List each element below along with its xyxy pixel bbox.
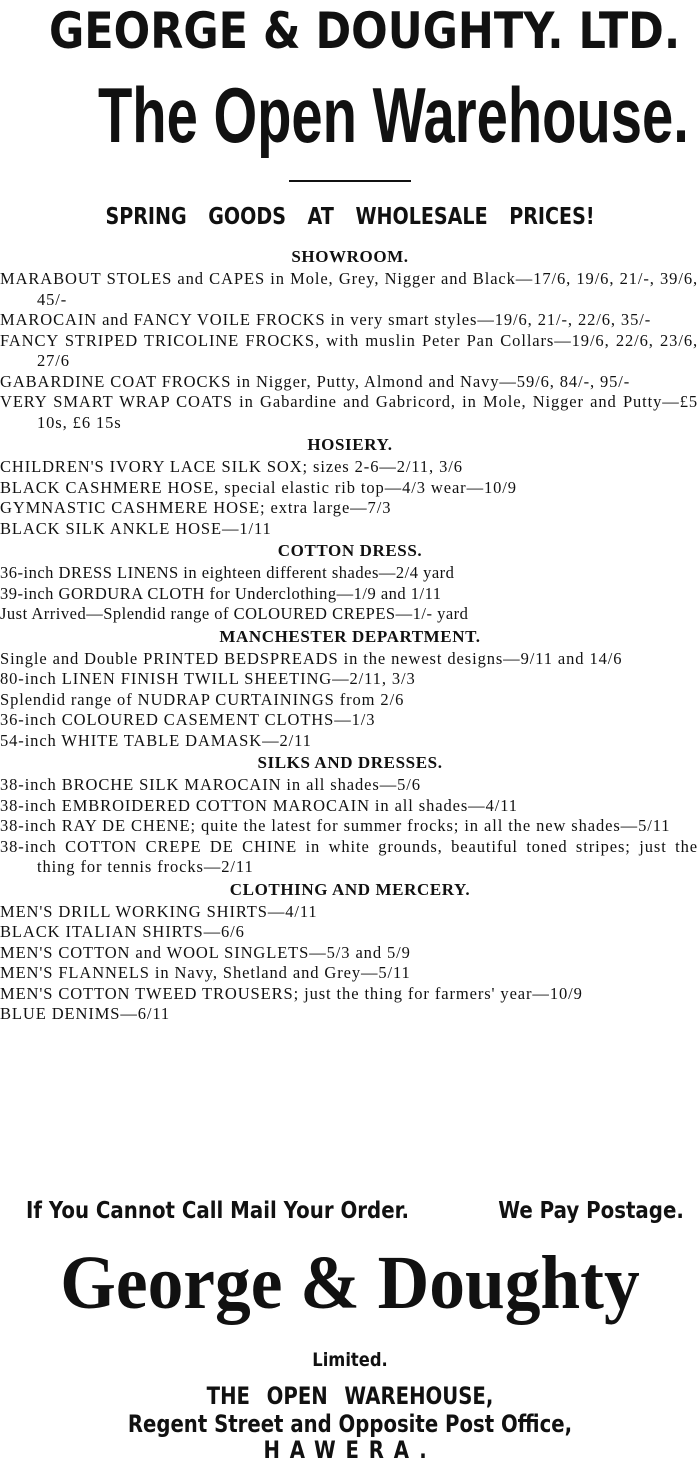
page-title: The Open Warehouse. — [97, 71, 689, 159]
list-item: 38-inch EMBROIDERED COTTON MAROCAIN in all shades—4/11 — [0, 795, 518, 815]
list-item: VERY SMART WRAP COATS in Gabardine and Gabricord, in Mole, Nigger and Putty—£5 10s, £6 15s — [0, 392, 698, 432]
list-item: 54-inch WHITE TABLE DAMASK—2/11 — [0, 730, 312, 750]
list-item: MAROCAIN and FANCY VOILE FROCKS in very smart styles—19/6, 21/-, 22/6, 35/- — [0, 310, 652, 329]
list-item: FANCY STRIPED TRICOLINE FROCKS, with muslin Peter Pan Collars—19/6, 22/6, 23/6, 27/6 — [0, 330, 698, 370]
price-listing — [0, 245, 700, 1025]
address-line-2: Regent Street and Opposite Post Office, — [127, 1410, 573, 1438]
section-heading-showroom: SHOWROOM. — [291, 247, 409, 266]
list-item: Splendid range of NUDRAP CURTAININGS from 2/6 — [0, 689, 405, 709]
list-item: MARABOUT STOLES and CAPES in Mole, Grey, Nigger and Black—17/6, 19/6, 21/-, 39/6, 45/- — [0, 269, 698, 309]
section-heading-silks: SILKS AND DRESSES. — [257, 753, 443, 772]
mail-order-line — [0, 1193, 700, 1229]
list-item: BLACK SILK ANKLE HOSE—1/11 — [0, 518, 272, 538]
list-item: Single and Double PRINTED BEDSPREADS in the newest designs—9/11 and 14/6 — [0, 648, 623, 668]
list-item: 80-inch LINEN FINISH TWILL SHEETING—2/11, 3/3 — [0, 669, 416, 688]
address-line-1: THE OPEN WAREHOUSE, — [206, 1382, 494, 1410]
list-item: 39-inch GORDURA CLOTH for Underclothing—1/9 and 1/11 — [0, 583, 442, 603]
address-line-3: HAWERA. — [263, 1436, 437, 1464]
firm-name-footer: George & Doughty — [60, 1241, 640, 1325]
list-item: 36-inch DRESS LINENS in eighteen different shades—2/4 yard — [0, 563, 455, 582]
firm-limited: Limited. — [312, 1349, 388, 1371]
section-heading-clothing: CLOTHING AND MERCERY. — [229, 879, 471, 899]
list-item: GABARDINE COAT FROCKS in Nigger, Putty, Almond and Navy—59/6, 84/-, 95/- — [0, 371, 631, 391]
firm-name-header: GEORGE & DOUGHTY. LTD. — [49, 2, 681, 60]
postage-text: We Pay Postage. — [498, 1198, 684, 1224]
list-item: 38-inch RAY DE CHENE; quite the latest for summer frocks; in all the new shades—5/11 — [0, 816, 671, 835]
list-item: 36-inch COLOURED CASEMENT CLOTHS—1/3 — [0, 710, 376, 729]
list-item: MEN'S FLANNELS in Navy, Shetland and Grey—5/11 — [0, 963, 411, 982]
list-item: GYMNASTIC CASHMERE HOSE; extra large—7/3 — [0, 498, 392, 517]
list-item: MEN'S COTTON TWEED TROUSERS; just the thing for farmers' year—10/9 — [0, 983, 583, 1003]
list-item: MEN'S COTTON and WOOL SINGLETS—5/3 and 5/9 — [0, 942, 411, 962]
section-heading-manchester: MANCHESTER DEPARTMENT. — [219, 626, 481, 646]
list-item: 38-inch BROCHE SILK MAROCAIN in all shades—5/6 — [0, 775, 421, 794]
title-divider — [289, 180, 411, 182]
list-item: BLACK ITALIAN SHIRTS—6/6 — [0, 922, 245, 941]
section-heading-hosiery: HOSIERY. — [307, 435, 393, 454]
list-item: Just Arrived—Splendid range of COLOURED CREPES—1/- yard — [0, 604, 469, 623]
list-item: CHILDREN'S IVORY LACE SILK SOX; sizes 2-6—2/11, 3/6 — [0, 457, 463, 476]
list-item: BLUE DENIMS—6/11 — [0, 1004, 171, 1023]
list-item: 38-inch COTTON CREPE DE CHINE in white grounds, beautiful toned stripes; just the thing for tennis frocks—2/11 — [0, 836, 698, 876]
tagline: SPRING GOODS AT WHOLESALE PRICES! — [105, 204, 595, 230]
list-item: BLACK CASHMERE HOSE, special elastic rib top—4/3 wear—10/9 — [0, 477, 517, 497]
section-heading-cotton-dress: COTTON DRESS. — [277, 541, 423, 560]
mail-order-text: If You Cannot Call Mail Your Order. — [26, 1198, 410, 1224]
list-item: MEN'S DRILL WORKING SHIRTS—4/11 — [0, 901, 318, 921]
